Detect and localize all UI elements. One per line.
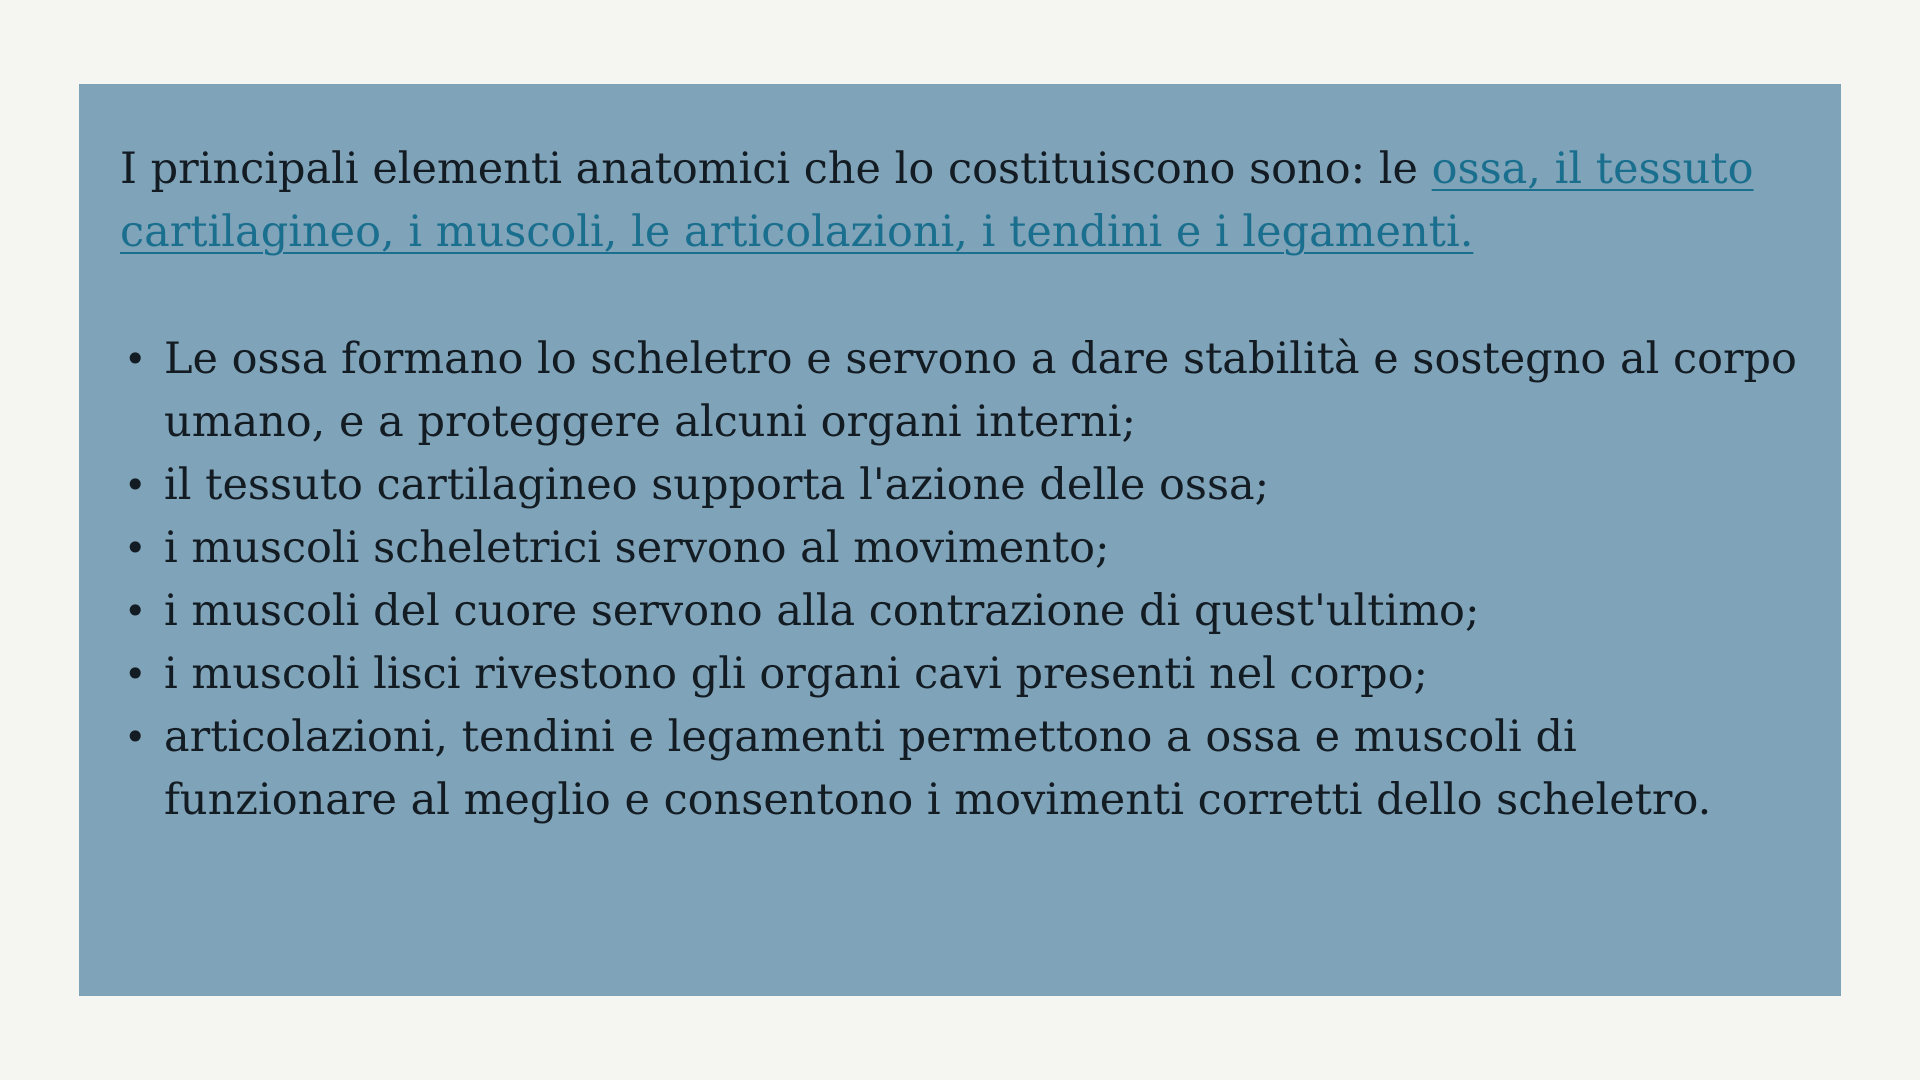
bullet-icon: • <box>124 526 147 570</box>
bullet-icon: • <box>124 715 147 759</box>
bullet-icon: • <box>124 337 147 381</box>
list-item-text: Le ossa formano lo scheletro e servono a dare stabilità e sostegno al corpo umano, e a proteggere alcuni organi interni; <box>164 334 1797 447</box>
elements-list <box>120 328 1800 832</box>
list-item-heart-muscles <box>120 580 1800 643</box>
anatomical-elements-link[interactable]: ossa, il tessuto cartilagineo, i muscoli, le articolazioni, i tendini e i legamenti. <box>120 144 1754 257</box>
list-item-bones <box>120 328 1800 454</box>
intro-text: I principali elementi anatomici che lo costituiscono sono: le <box>120 144 1432 194</box>
bullet-icon: • <box>124 463 147 507</box>
bullet-icon: • <box>124 652 147 696</box>
list-item-text: i muscoli lisci rivestono gli organi cavi presenti nel corpo; <box>164 649 1428 699</box>
intro-paragraph <box>120 138 1770 264</box>
list-item-skeletal-muscles <box>120 517 1800 580</box>
list-item-cartilage <box>120 454 1800 517</box>
list-item-text: i muscoli del cuore servono alla contrazione di quest'ultimo; <box>164 586 1480 636</box>
list-item-smooth-muscles <box>120 643 1800 706</box>
bullet-icon: • <box>124 589 147 633</box>
list-item-text: articolazioni, tendini e legamenti permettono a ossa e muscoli di funzionare al meglio e consentono i movimenti corretti dello scheletro. <box>164 712 1712 825</box>
list-item-joints-tendons-ligaments <box>120 706 1800 832</box>
list-item-text: il tessuto cartilagineo supporta l'azione delle ossa; <box>164 460 1270 510</box>
content-panel <box>79 84 1841 996</box>
list-item-text: i muscoli scheletrici servono al movimento; <box>164 523 1110 573</box>
